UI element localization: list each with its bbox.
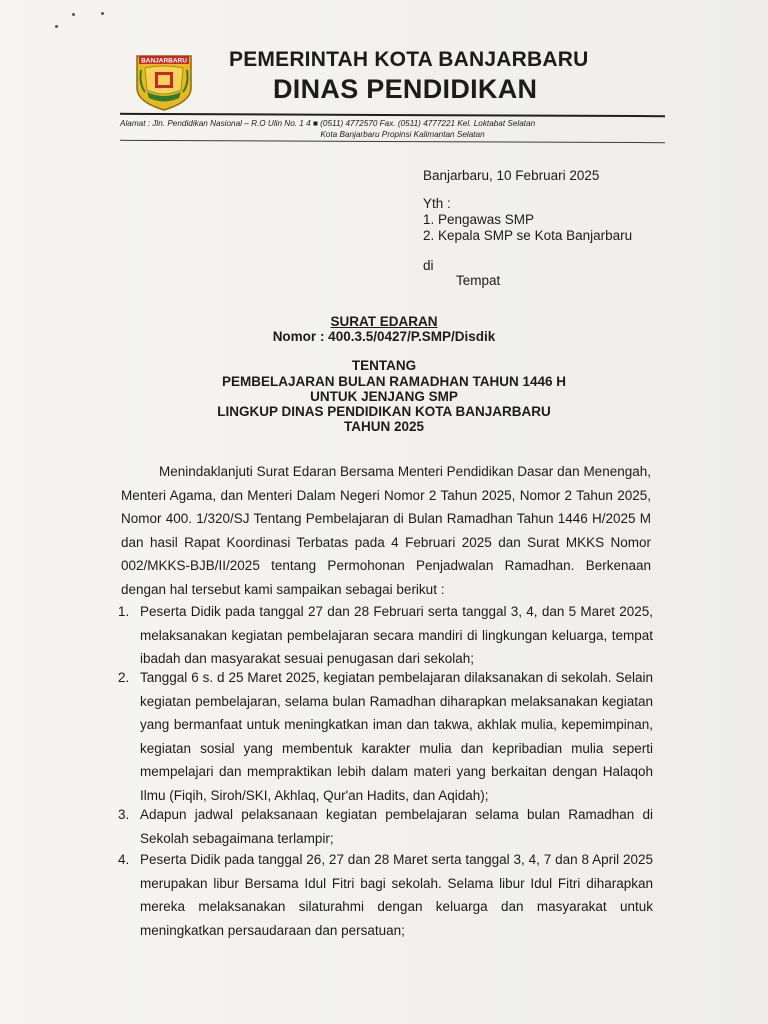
doc-about: TENTANG — [351, 358, 417, 373]
letterhead-divider — [120, 113, 665, 117]
addressee-label: Yth : — [423, 196, 451, 211]
recipient-1: 1. Pengawas SMP — [423, 212, 535, 227]
item-text: Peserta Didik pada tanggal 27 dan 28 Februari serta tanggal 3, 4, dan 5 Maret 2025, melaksanakan kegiatan pembelajaran secara mandiri di lingkungan keluarga, tempat ibadah dan masyarakat sesuai penugasan dari sekolah; — [140, 604, 653, 666]
government-name: PEMERINTAH KOTA BANJARBARU — [229, 48, 589, 71]
doc-type: SURAT EDARAN — [330, 314, 438, 329]
subject-line-2: UNTUK JENJANG SMP — [310, 389, 458, 404]
list-item — [118, 666, 653, 807]
item-number: 1. — [118, 604, 130, 619]
address-line-2: Kota Banjarbaru Propinsi Kalimantan Selatan — [320, 130, 485, 139]
item-number: 2. — [118, 670, 130, 685]
item-text: Tanggal 6 s. d 25 Maret 2025, kegiatan pembelajaran dilaksanakan di sekolah. Selain kegiatan pembelajaran, selama bulan Ramadhan diharapkan melaksanakan kegiatan yang bermanfaat untuk meningkatkan iman dan takwa, akhlak mulia, kepemimpinan, kegiatan sosial yang membentuk karakter mulia dan kepribadian mulia seperti mempelajari dan mempraktikan lebih dalam materi yang berkaitan dengan Halaqoh Ilmu (Fiqih, Siroh/SKI, Akhlaq, Qur'an Hadits, dan Aqidah); — [140, 670, 653, 803]
di-label: di — [423, 258, 434, 273]
letterhead-divider-thin — [120, 140, 665, 143]
office-address — [120, 118, 665, 140]
paper-speck — [72, 13, 75, 16]
list-item — [118, 803, 653, 850]
item-number: 3. — [118, 807, 130, 822]
list-item — [118, 848, 653, 942]
subject-line-1: PEMBELAJARAN BULAN RAMADHAN TAHUN 1446 H — [221, 374, 567, 389]
paper-speck — [55, 25, 58, 28]
paper-speck — [101, 12, 104, 15]
place-date: Banjarbaru, 10 Februari 2025 — [423, 168, 600, 183]
item-text: Adapun jadwal pelaksanaan kegiatan pembelajaran selama bulan Ramadhan di Sekolah sebagaimana terlampir; — [140, 807, 653, 846]
logo-text: BANJARBARU — [141, 57, 187, 65]
recipient-2: 2. Kepala SMP se Kota Banjarbaru — [423, 228, 633, 243]
intro-paragraph: Menindaklanjuti Surat Edaran Bersama Menteri Pendidikan Dasar dan Menengah, Menteri Agama, dan Menteri Dalam Negeri Nomor 2 Tahun 2025, Nomor 2 Tahun 2025, Nomor 400. 1/320/SJ Tentang Pembelajaran di Bulan Ramadhan Tahun 1446 H/2025 M dan hasil Rapat Koordinasi Terbatas pada 4 Februari 2025 dan Surat MKKS Nomor 002/MKKS-BJB/II/2025 tentang Permohonan Penjadwalan Ramadhan. Berkenaan dengan hal tersebut kami sampaikan sebagai berikut : — [121, 464, 651, 597]
item-number: 4. — [118, 852, 130, 867]
list-item — [118, 600, 653, 671]
doc-number: Nomor : 400.3.5/0427/P.SMP/Disdik — [272, 329, 496, 344]
location: Tempat — [456, 273, 501, 288]
item-text: Peserta Didik pada tanggal 26, 27 dan 28 Maret serta tanggal 3, 4, 7 dan 8 April 2025 merupakan libur Bersama Idul Fitri bagi sekolah. Selama libur Idul Fitri diharapkan mereka melaksanakan silaturahmi dengan keluarga dan masyarakat untuk meningkatkan persaudaraan dan persatuan; — [140, 852, 653, 938]
subject-line-3: LINGKUP DINAS PENDIDIKAN KOTA BANJARBARU — [217, 404, 551, 419]
address-line-1: Alamat : Jln. Pendidikan Nasional – R.O Ulin No. 1 4 ■ (0511) 4772570 Fax. (0511) 4777221 Kel. Loktabat Selatan — [120, 119, 536, 128]
city-emblem-logo — [133, 50, 195, 112]
office-name: DINAS PENDIDIKAN — [273, 74, 538, 104]
subject-line-4: TAHUN 2025 — [343, 419, 425, 434]
